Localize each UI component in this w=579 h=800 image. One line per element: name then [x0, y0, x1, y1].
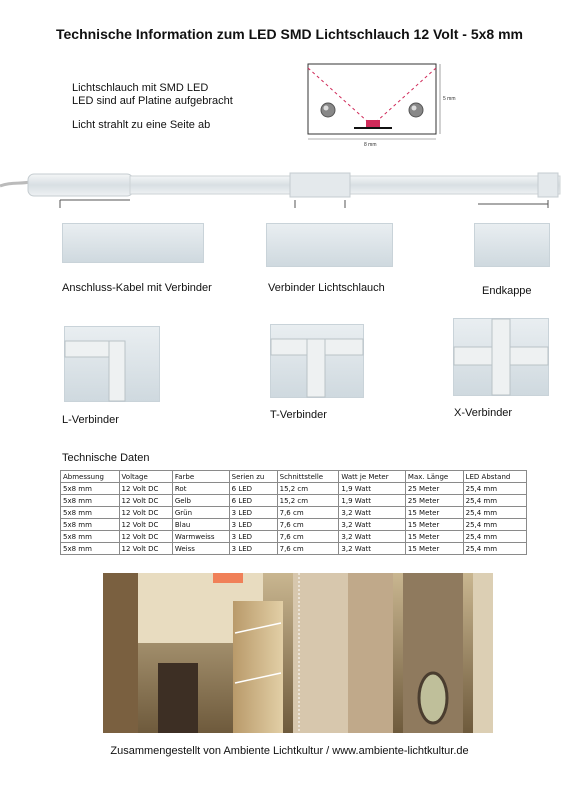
table-cell: 15 Meter	[405, 507, 463, 519]
x-connector-image	[453, 318, 549, 396]
product-label: X-Verbinder	[454, 407, 513, 419]
table-cell: Gelb	[172, 495, 229, 507]
table-row	[61, 483, 527, 495]
table-cell: 25,4 mm	[463, 531, 526, 543]
table-cell: 5x8 mm	[61, 531, 120, 543]
table-cell: 25,4 mm	[463, 519, 526, 531]
table-cell: 6 LED	[229, 483, 277, 495]
column-header: Serien zu	[229, 471, 277, 483]
table-cell: 15 Meter	[405, 519, 463, 531]
table-cell: Weiss	[172, 543, 229, 555]
table-row	[61, 495, 527, 507]
height-label: 5 mm	[443, 96, 456, 102]
page-title: Technische Information zum LED SMD Lichtschlauch 12 Volt - 5x8 mm	[55, 26, 523, 42]
table-cell: 3 LED	[229, 519, 277, 531]
table-cell: 15 Meter	[405, 543, 463, 555]
table-cell: 7,6 cm	[277, 531, 339, 543]
column-header: LED Abstand	[463, 471, 526, 483]
column-header: Farbe	[172, 471, 229, 483]
intro-line-2: LED sind auf Platine aufgebracht	[72, 95, 233, 107]
table-cell: 12 Volt DC	[119, 495, 172, 507]
table-cell: 12 Volt DC	[119, 543, 172, 555]
l-connector-image	[64, 326, 160, 402]
table-cell: 5x8 mm	[61, 519, 120, 531]
product-label: Verbinder Lichtschlauch	[268, 282, 385, 294]
column-header: Schnittstelle	[277, 471, 339, 483]
table-row	[61, 507, 527, 519]
table-cell: 25,4 mm	[463, 495, 526, 507]
table-cell: 3 LED	[229, 543, 277, 555]
product-label: Anschluss-Kabel mit Verbinder	[62, 282, 212, 294]
table-cell: 15,2 cm	[277, 495, 339, 507]
specs-table	[60, 470, 527, 555]
table-cell: Grün	[172, 507, 229, 519]
product-label: Endkappe	[482, 285, 532, 297]
table-cell: 5x8 mm	[61, 483, 120, 495]
table-cell: 15,2 cm	[277, 483, 339, 495]
end-cap-image	[474, 223, 550, 267]
column-header: Watt je Meter	[339, 471, 406, 483]
table-cell: 25 Meter	[405, 495, 463, 507]
table-cell: 3,2 Watt	[339, 531, 406, 543]
table-header-row	[61, 471, 527, 483]
footer-credit: Zusammengestellt von Ambiente Lichtkultur / www.ambiente-lichtkultur.de	[110, 745, 469, 757]
table-cell: 3,2 Watt	[339, 519, 406, 531]
intro-line-3: Licht strahlt zu eine Seite ab	[72, 119, 211, 131]
table-cell: 1,9 Watt	[339, 483, 406, 495]
table-row	[61, 531, 527, 543]
table-cell: 25,4 mm	[463, 543, 526, 555]
table-cell: 7,6 cm	[277, 507, 339, 519]
column-header: Abmessung	[61, 471, 120, 483]
product-label: T-Verbinder	[270, 409, 327, 421]
table-cell: 1,9 Watt	[339, 495, 406, 507]
product-label: L-Verbinder	[62, 414, 119, 426]
intro-line-1: Lichtschlauch mit SMD LED	[72, 82, 209, 94]
table-cell: Rot	[172, 483, 229, 495]
t-connector-image	[270, 324, 364, 398]
table-cell: 12 Volt DC	[119, 519, 172, 531]
connector-cable-image	[62, 223, 204, 263]
table-cell: 5x8 mm	[61, 543, 120, 555]
table-cell: 25,4 mm	[463, 483, 526, 495]
table-cell: 5x8 mm	[61, 507, 120, 519]
table-cell: 3 LED	[229, 531, 277, 543]
interior-photo	[103, 573, 493, 733]
table-cell: 6 LED	[229, 495, 277, 507]
table-cell: 25,4 mm	[463, 507, 526, 519]
column-header: Voltage	[119, 471, 172, 483]
data-section-title: Technische Daten	[62, 452, 150, 464]
table-cell: 5x8 mm	[61, 495, 120, 507]
table-row	[61, 519, 527, 531]
table-cell: 3,2 Watt	[339, 507, 406, 519]
column-header: Max. Länge	[405, 471, 463, 483]
table-cell: 25 Meter	[405, 483, 463, 495]
cross-section-diagram	[300, 62, 456, 148]
width-label: 8 mm	[364, 142, 377, 148]
table-cell: 15 Meter	[405, 531, 463, 543]
table-cell: 7,6 cm	[277, 519, 339, 531]
table-cell: 12 Volt DC	[119, 507, 172, 519]
light-tube-image	[0, 160, 579, 208]
table-cell: 3,2 Watt	[339, 543, 406, 555]
table-row	[61, 543, 527, 555]
table-cell: Warmweiss	[172, 531, 229, 543]
table-cell: 12 Volt DC	[119, 531, 172, 543]
table-cell: 3 LED	[229, 507, 277, 519]
table-cell: 7,6 cm	[277, 543, 339, 555]
table-cell: Blau	[172, 519, 229, 531]
tube-connector-image	[266, 223, 393, 267]
table-cell: 12 Volt DC	[119, 483, 172, 495]
